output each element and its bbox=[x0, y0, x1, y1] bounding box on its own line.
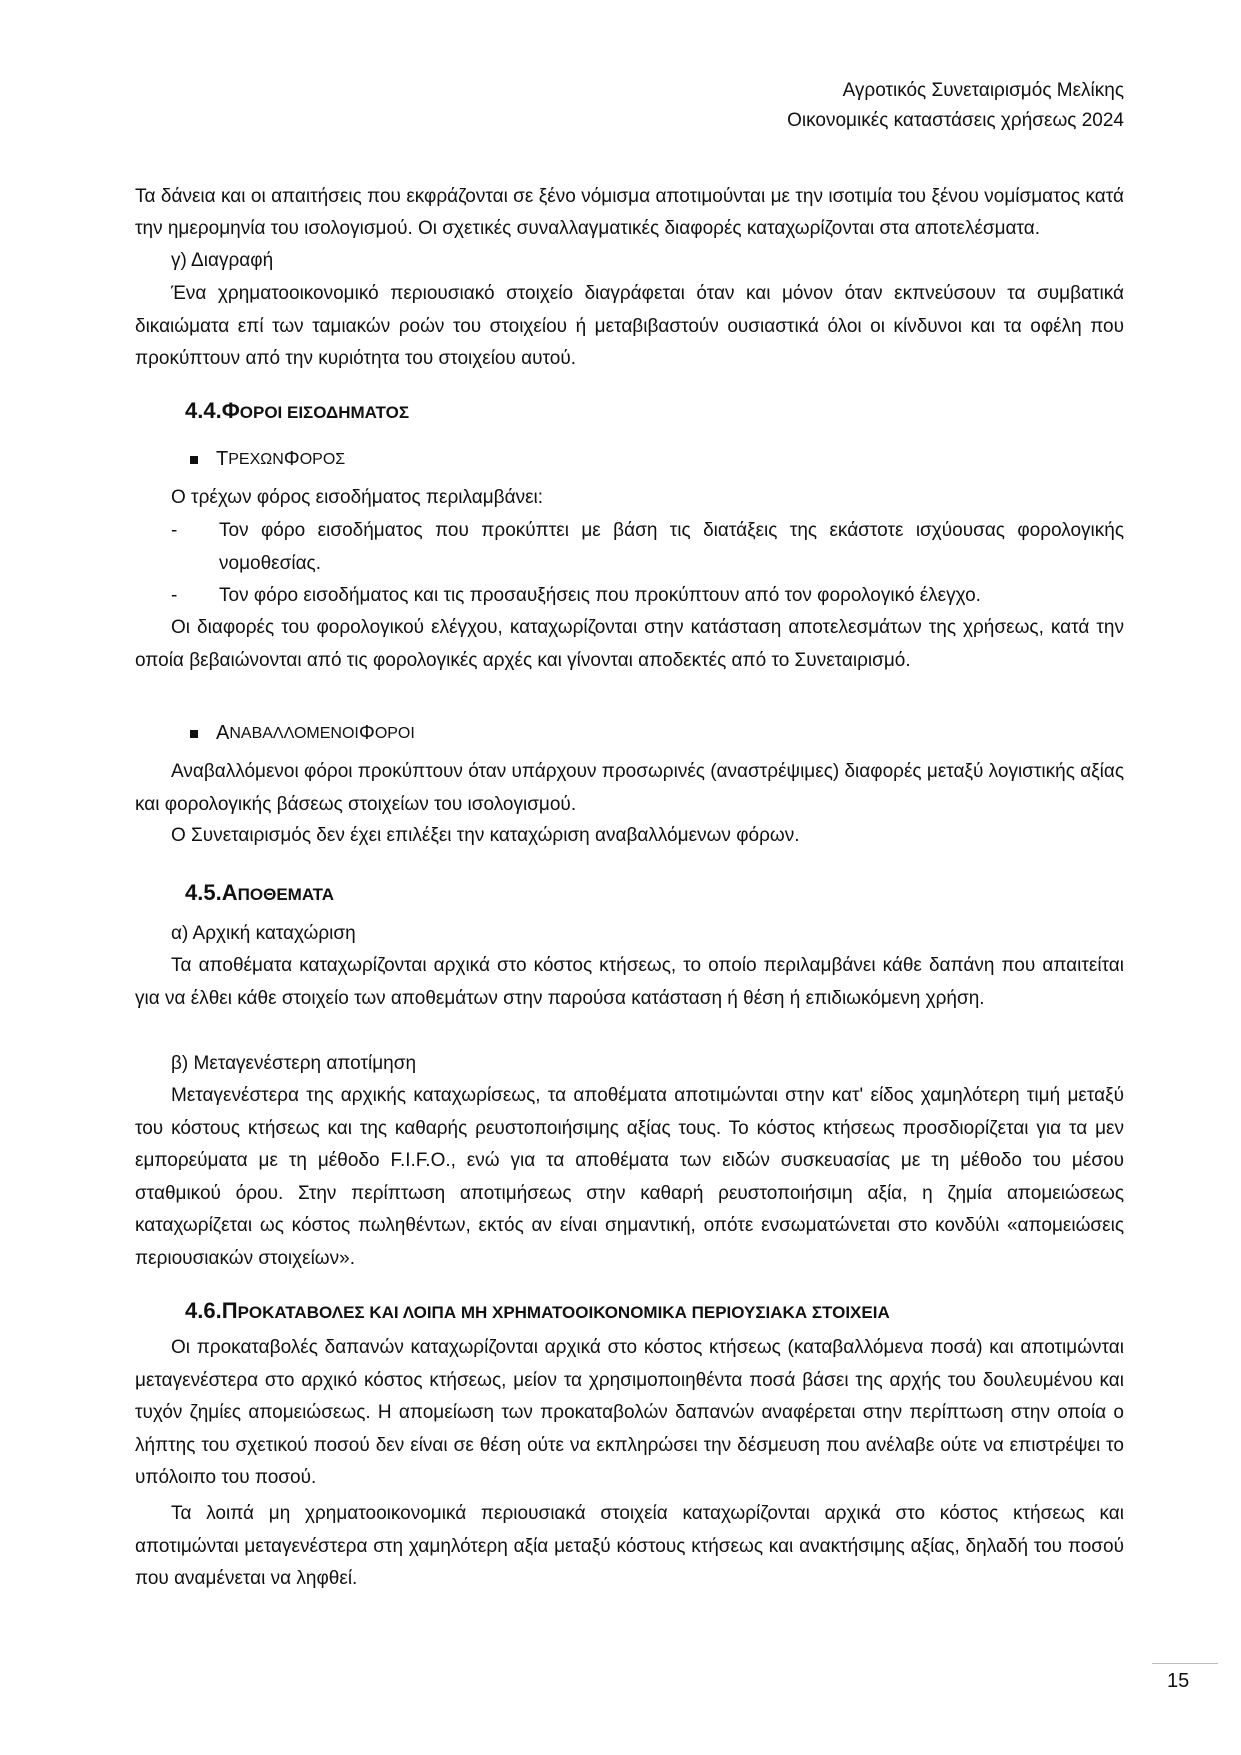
current-tax-intro: Ο τρέχων φόρος εισοδήματος περιλαμβάνει: bbox=[171, 487, 544, 508]
paragraph-prepayments bbox=[135, 1332, 1124, 1495]
bullet-title: ΟΡΟΣ bbox=[299, 450, 346, 468]
section-heading-4-6 bbox=[185, 1298, 890, 1324]
dash-bullet: - bbox=[171, 585, 178, 606]
paragraph-text: Τα λοιπά μη χρηματοοικονομικά περιουσιακά στοιχεία καταχωρίζονται αρχικά στο κόστος κτήσεως και αποτιμώνται μεταγενέστερα στη χαμηλότερη αξία μεταξύ κόστους κτήσεως και ανακτήσιμης αξίας, δηλαδή του ποσού που αναμένεται να ληφθεί. bbox=[135, 1503, 1124, 1589]
subheading-subsequent-measurement: β) Μεταγενέστερη αποτίμηση bbox=[171, 1053, 417, 1074]
paragraph-subsequent-measurement bbox=[135, 1080, 1124, 1275]
square-bullet-icon bbox=[190, 456, 198, 464]
bullet-title: ΡΕΧΩΝ bbox=[228, 450, 284, 468]
section-title: ΡΟΚΑΤΑΒΟΛΕΣ ΚΑΙ ΛΟΙΠΑ ΜΗ ΧΡΗΜΑΤΟΟΙΚΟΝΟΜΙΚΑ ΠΕΡΙΟΥΣΙΑΚΑ ΣΤΟΙΧΕΙΑ bbox=[237, 1303, 890, 1322]
section-title-initial: Φ bbox=[221, 398, 240, 423]
bullet-heading-current-tax bbox=[190, 448, 345, 471]
paragraph-foreign-currency bbox=[135, 148, 1124, 246]
paragraph-text: Ένα χρηματοοικονομικό περιουσιακό στοιχείο διαγράφεται όταν και μόνον όταν εκπνεύσουν τα συμβατικά δικαιώματα επί των ταμιακών ροών του στοιχείου ή μεταβιβαστούν ουσιαστικά όλοι οι κίνδυνοι και τα οφέλη που προκύπτουν από την κυριότητα του στοιχείου αυτού. bbox=[135, 283, 1124, 369]
dash-item-text: Τον φόρο εισοδήματος που προκύπτει με βάση τις διατάξεις της εκάστοτε ισχύουσας φορολογικής νομοθεσίας. bbox=[219, 520, 1124, 574]
square-bullet-icon bbox=[190, 730, 198, 738]
page-number: 15 bbox=[1167, 1670, 1190, 1692]
section-number: 4.5. bbox=[185, 880, 222, 905]
subheading-derecognition: γ) Διαγραφή bbox=[171, 250, 274, 271]
bullet-title-initial: Τ bbox=[216, 448, 229, 470]
bullet-title: ΟΡΟΙ bbox=[374, 724, 415, 742]
dash-list-item bbox=[135, 580, 1124, 613]
bullet-title-initial: Α bbox=[216, 722, 230, 744]
bullet-title-initial: Φ bbox=[283, 448, 300, 470]
dash-bullet: - bbox=[171, 520, 178, 541]
subheading-initial-recognition: α) Αρχική καταχώριση bbox=[171, 923, 356, 944]
section-heading-4-4 bbox=[185, 398, 409, 424]
paragraph-tax-audit-differences bbox=[135, 612, 1124, 677]
footer-divider bbox=[1152, 1663, 1218, 1664]
section-title-initial: Α bbox=[221, 880, 238, 905]
page-header bbox=[787, 76, 1124, 136]
bullet-title-initial: Φ bbox=[358, 722, 375, 744]
paragraph-initial-recognition bbox=[135, 950, 1124, 1015]
paragraph-deferred-not-elected: Ο Συνεταιρισμός δεν έχει επιλέξει την καταχώριση αναβαλλόμενων φόρων. bbox=[171, 825, 800, 846]
paragraph-text: Μεταγενέστερα της αρχικής καταχωρίσεως, τα αποθέματα αποτιμώνται στην κατ' είδος χαμηλότερη τιμή μεταξύ του κόστους κτήσεως και της καθαρής ρευστοποιήσιμης αξίας τους. Το κόστος κτήσεως προσδιορίζεται για τα μεν εμπορεύματα με τη μέθοδο F.I.F.O., ενώ για τα αποθέματα των ειδών συσκευασίας με τη μέθοδο του μέσου σταθμικού όρου. Στην περίπτωση αποτιμήσεως στην καθαρή ρευστοποιήσιμη αξία, η ζημία απομειώσεως καταχωρίζεται ως κόστος πωληθέντων, εκτός αν είναι σημαντική, οπότε ενσωματώνεται στο κονδύλι «απομειώσεις περιουσιακών στοιχείων». bbox=[135, 1085, 1124, 1269]
bullet-heading-deferred-tax bbox=[190, 722, 415, 745]
paragraph-text: Οι προκαταβολές δαπανών καταχωρίζονται αρχικά στο κόστος κτήσεως (καταβαλλόμενα ποσά) και αποτιμώνται μεταγενέστερα στο αρχικό κόστος κτήσεως, μείον τα χρησιμοποιηθέντα ποσά βάσει της αρχής του δουλευμένου και τυχόν ζημίες απομειώσεως. Η απομείωση των προκαταβολών δαπανών αναφέρεται στην περίπτωση στην οποία ο λήπτης του σχετικού ποσού δεν είναι σε θέση ούτε να εκπληρώσει την δέσμευση που ανέλαβε ούτε να επιστρέψει το υπόλοιπο του ποσού. bbox=[135, 1337, 1124, 1488]
section-number: 4.6. bbox=[185, 1298, 222, 1323]
paragraph-derecognition bbox=[135, 278, 1124, 376]
header-report-title: Οικονομικές καταστάσεις χρήσεως 2024 bbox=[787, 110, 1124, 131]
dash-item-text: Τον φόρο εισοδήματος και τις προσαυξήσεις που προκύπτουν από τον φορολογικό έλεγχο. bbox=[219, 585, 981, 606]
header-organization: Αγροτικός Συνεταιρισμός Μελίκης bbox=[842, 80, 1124, 101]
paragraph-text: Αναβαλλόμενοι φόροι προκύπτουν όταν υπάρχουν προσωρινές (αναστρέψιμες) διαφορές μεταξύ λογιστικής αξίας και φορολογικής βάσεως στοιχείων του ισολογισμού. bbox=[135, 761, 1124, 815]
section-title-initial: Π bbox=[221, 1298, 238, 1323]
section-number: 4.4. bbox=[185, 398, 222, 423]
paragraph-text: Οι διαφορές του φορολογικού ελέγχου, καταχωρίζονται στην κατάσταση αποτελεσμάτων της χρήσεως, κατά την οποία βεβαιώνονται από τις φορολογικές αρχές και γίνονται αποδεκτές από το Συνεταιρισμό. bbox=[135, 617, 1124, 671]
paragraph-other-non-financial-assets bbox=[135, 1498, 1124, 1596]
dash-list-item bbox=[135, 515, 1124, 580]
paragraph-deferred-tax bbox=[135, 756, 1124, 821]
section-title: ΟΡΟΙ ΕΙΣΟΔΗΜΑΤΟΣ bbox=[239, 403, 410, 422]
paragraph-text: Τα δάνεια και οι απαιτήσεις που εκφράζονται σε ξένο νόμισμα αποτιμούνται με την ισοτιμία του ξένου νομίσματος κατά την ημερομηνία του ισολογισμού. Οι σχετικές συναλλαγματικές διαφορές καταχωρίζονται στα αποτελέσματα. bbox=[135, 185, 1124, 239]
section-title: ΠΟΘΕΜΑΤΑ bbox=[237, 885, 335, 904]
paragraph-text: Τα αποθέματα καταχωρίζονται αρχικά στο κόστος κτήσεως, το οποίο περιλαμβάνει κάθε δαπάνη που απαιτείται για να έλθει κάθε στοιχείο των αποθεμάτων στην παρούσα κατάσταση ή θέση ή επιδιωκόμενη χρήση. bbox=[135, 955, 1124, 1009]
bullet-title: ΝΑΒΑΛΛΟΜΕΝΟΙ bbox=[229, 724, 359, 742]
section-heading-4-5 bbox=[185, 880, 334, 906]
